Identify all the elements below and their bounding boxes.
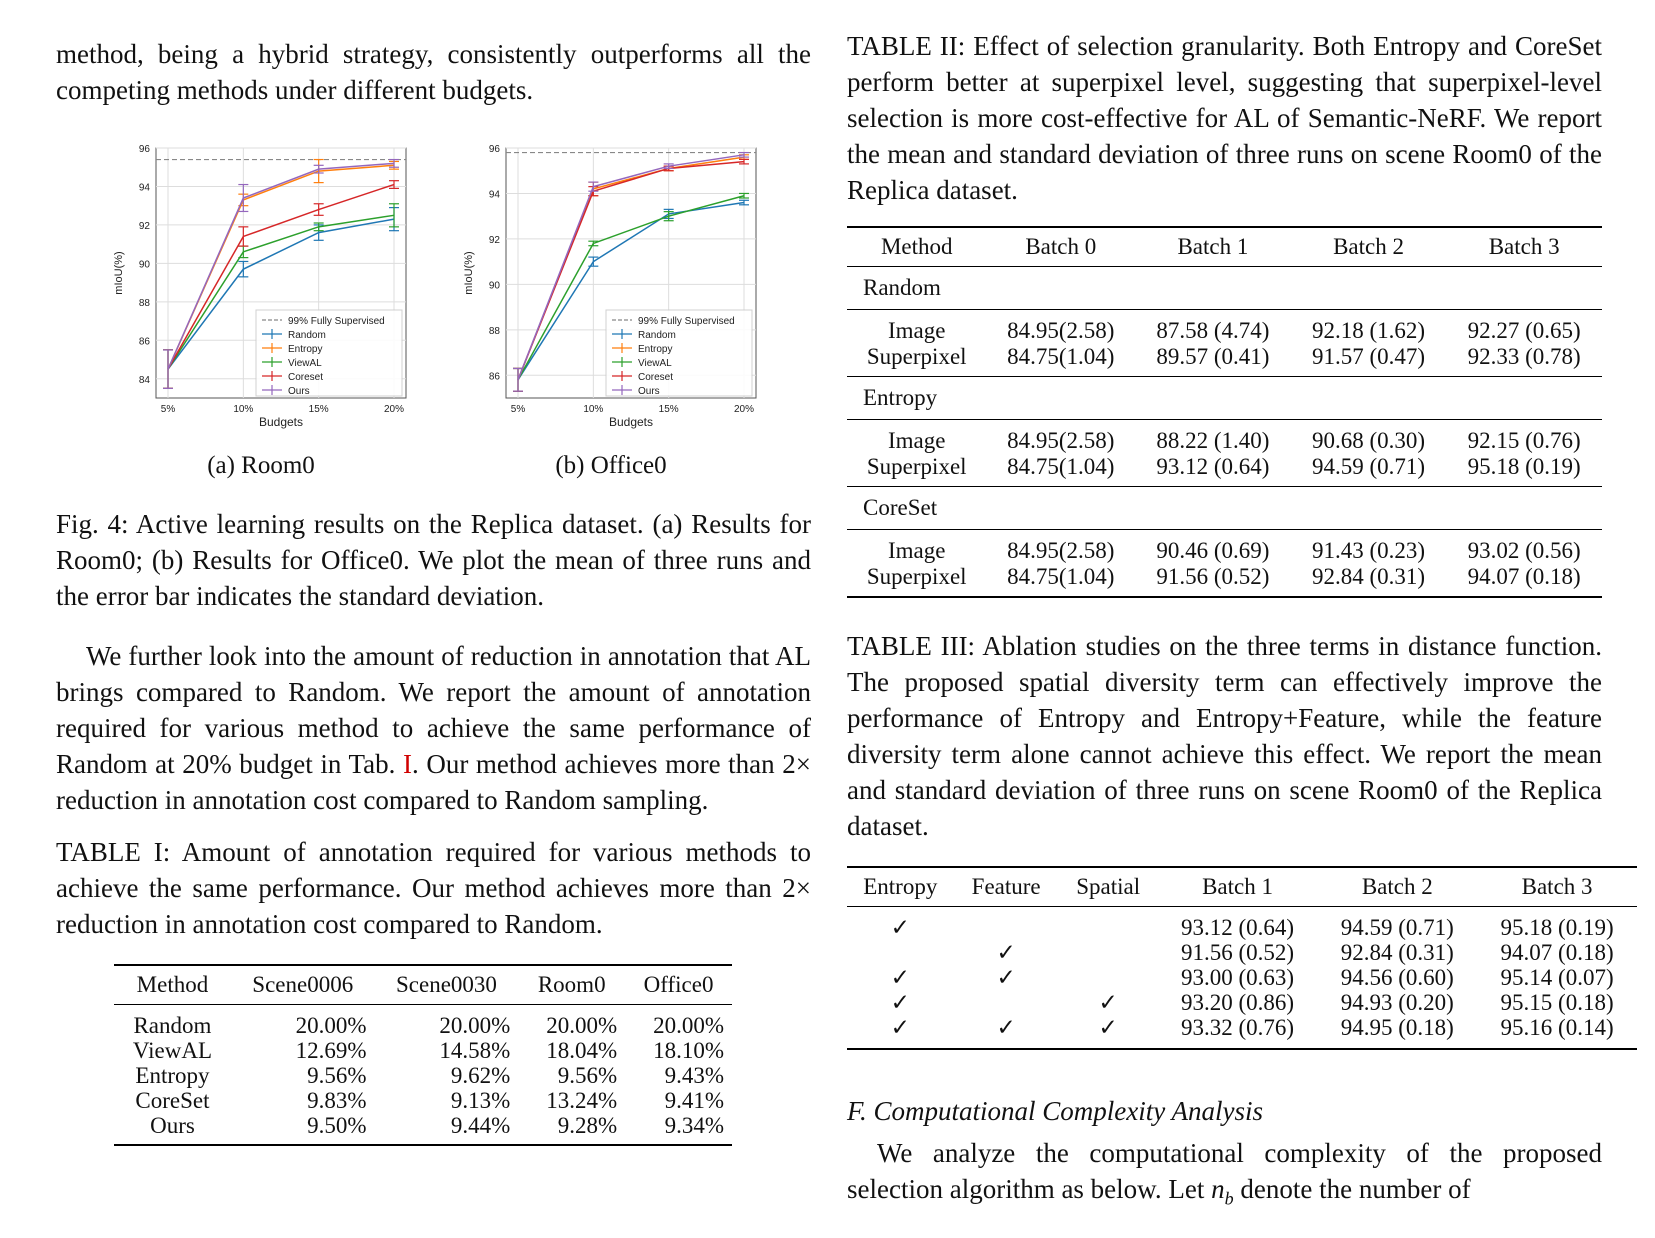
table3-cell: 94.07 (0.18) [1500, 940, 1614, 965]
x-tick-label: 10% [583, 404, 604, 415]
table3-check-cell [1059, 990, 1158, 1015]
checkmark-icon: ✓ [890, 965, 910, 990]
figure-4 [56, 130, 811, 500]
table2-cell: 89.57 (0.41) [1156, 344, 1270, 369]
table3-cell: 94.93 (0.20) [1340, 990, 1454, 1015]
table2-group-label: Entropy [863, 385, 938, 410]
checkmark-icon: ✓ [996, 940, 1016, 965]
checkmark-icon: ✓ [1098, 1015, 1118, 1040]
x-tick-label: 20% [733, 404, 755, 415]
table3-cell: 93.32 (0.76) [1180, 1015, 1295, 1040]
paragraph-intro: method, being a hybrid strategy, consistently outperforms all the competing methods under different budgets. [56, 39, 811, 105]
table3-caption: TABLE III: Ablation studies on the three terms in distance function. The proposed spatial diversity term can effectively improve the performance of Entropy and Entropy+Feature, while the feature diversity term alone cannot achieve this effect. We report the mean and standard deviation of three runs on scene Room0 of the Replica dataset. [847, 631, 1602, 841]
table-group-row [847, 487, 1602, 530]
table3-cell: 95.18 (0.19) [1500, 915, 1614, 940]
table1-cell: 9.56% [557, 1063, 618, 1088]
table2-cell: 92.18 (1.62) [1312, 318, 1426, 343]
table2-cell: 92.33 (0.78) [1467, 344, 1581, 369]
table3-cell: 95.14 (0.07) [1500, 965, 1614, 990]
legend-label: ViewAL [288, 358, 322, 369]
table1-cell: CoreSet [135, 1088, 210, 1113]
figure-4-caption: Fig. 4: Active learning results on the Replica dataset. (a) Results for Room0; (b) Results for Office0. We plot the mean of three runs and the error bar indicates the standard deviation. [56, 509, 811, 611]
section-f-text: We analyze the computational complexity of the proposed selection algorithm as below. Let [847, 1138, 1602, 1204]
legend-label: 99% Fully Supervised [288, 316, 385, 327]
error-bar [588, 257, 598, 266]
table1-cell: 9.83% [307, 1088, 367, 1113]
table-group-row [847, 267, 1602, 310]
table2-caption: TABLE II: Effect of selection granularity. Both Entropy and CoreSet perform better at superpixel level, suggesting that superpixel-level selection is more cost-effective for AL of Semantic-NeRF. We report the mean and standard deviation of three runs on scene Room0 of the Replica dataset. [847, 31, 1602, 205]
table3-check-cell [954, 990, 1059, 1015]
table-row [114, 1005, 732, 1039]
table2-cell: 91.57 (0.47) [1312, 344, 1426, 369]
table3-cell: 94.56 (0.60) [1340, 965, 1454, 990]
table3-cell: 93.12 (0.64) [1180, 915, 1295, 940]
table2-cell: 87.58 (4.74) [1156, 318, 1270, 343]
table1-cell: 14.58% [439, 1038, 511, 1063]
table2-cell: Image [887, 428, 946, 453]
y-tick-label: 90 [138, 259, 150, 271]
table2-cell: 84.95(2.58) [1007, 538, 1115, 563]
table3-header: Feature [971, 874, 1041, 899]
table2-header: Method [880, 234, 953, 259]
paragraph-reduction-text-2: . Our method achieves more than 2× reduction in annotation cost compared to Random sampling. [56, 749, 811, 815]
table1-cell: 18.10% [653, 1038, 724, 1063]
table3-check-cell [847, 1015, 954, 1049]
x-tick-label: 15% [308, 404, 329, 415]
table1-cell: 9.44% [450, 1113, 511, 1138]
y-tick-label: 88 [138, 297, 150, 309]
table-row [114, 1038, 732, 1063]
table3-header: Spatial [1076, 874, 1141, 899]
table3 [847, 866, 1637, 1050]
table3-cell: 94.95 (0.18) [1340, 1015, 1454, 1040]
y-axis-label: mIoU(%) [463, 251, 475, 295]
x-axis-label: Budgets [258, 415, 304, 429]
table3-check-cell [954, 940, 1059, 965]
table1-header: Scene0030 [395, 972, 497, 997]
table2-cell: 94.07 (0.18) [1467, 564, 1581, 589]
y-tick-label: 86 [138, 336, 150, 348]
table1-cell: 12.69% [295, 1038, 367, 1063]
table-group-row [847, 377, 1602, 420]
table-row [847, 420, 1602, 455]
table1-cell: 20.00% [439, 1013, 511, 1038]
table2-cell: 92.27 (0.65) [1467, 318, 1581, 343]
table1-header: Office0 [643, 972, 714, 997]
table-row [847, 530, 1602, 565]
table2-cell: 93.12 (0.64) [1156, 454, 1270, 479]
table-row [114, 1088, 732, 1113]
checkmark-icon: ✓ [890, 915, 910, 940]
x-tick-label: 5% [160, 404, 176, 415]
table2-cell: 90.68 (0.30) [1312, 428, 1426, 453]
legend-label: Coreset [638, 372, 674, 383]
table-row [847, 310, 1602, 345]
y-tick-label: 92 [488, 234, 500, 246]
x-tick-label: 15% [658, 404, 679, 415]
table2-header: Batch 3 [1488, 234, 1560, 259]
table3-check-cell [1059, 907, 1158, 941]
table3-header: Batch 1 [1202, 874, 1273, 899]
table1 [114, 964, 732, 1146]
y-tick-label: 86 [488, 371, 500, 383]
table2-cell: Image [887, 538, 946, 563]
table-row [847, 1015, 1637, 1049]
table-row [847, 907, 1637, 941]
table-row [114, 1113, 732, 1145]
legend-label: Random [288, 330, 326, 341]
table3-cell: 93.20 (0.86) [1180, 990, 1295, 1015]
table1-cell: Ours [150, 1113, 195, 1138]
x-axis-label: Budgets [608, 415, 654, 429]
legend-label: Coreset [288, 372, 324, 383]
table2-cell: 95.18 (0.19) [1467, 454, 1581, 479]
subcaption-office0: (b) Office0 [555, 452, 667, 479]
legend-label: Entropy [638, 344, 673, 355]
table2-cell: 93.02 (0.56) [1467, 538, 1581, 563]
left-column [56, 36, 811, 1146]
section-f-paragraph [847, 1135, 1602, 1216]
table3-check-cell [847, 965, 954, 990]
checkmark-icon: ✓ [1098, 990, 1118, 1015]
y-tick-label: 96 [138, 144, 150, 155]
table-row [847, 564, 1602, 597]
table-row [847, 344, 1602, 377]
table2-cell: 92.15 (0.76) [1467, 428, 1581, 453]
table3-cell: 95.15 (0.18) [1500, 990, 1614, 1015]
legend-label: ViewAL [638, 358, 672, 369]
checkmark-icon: ✓ [890, 990, 910, 1015]
table3-check-cell [847, 940, 954, 965]
table1-cell: Entropy [135, 1063, 210, 1088]
table1-cell: 9.34% [664, 1113, 724, 1138]
paragraph-reduction-text-1: We further look into the amount of reduction in annotation that AL brings compared to Random. We report the amount of annotation required for various method to achieve the same performance of Random at 20% budget in Tab. [56, 641, 811, 779]
table2-cell: 84.95(2.58) [1007, 428, 1115, 453]
table1-cell: 9.28% [557, 1113, 618, 1138]
y-tick-label: 96 [488, 144, 500, 155]
table2-cell: 92.84 (0.31) [1312, 564, 1426, 589]
chart-office0-svg [436, 130, 766, 430]
table3-cell: 91.56 (0.52) [1180, 940, 1295, 965]
table3-check-cell [847, 907, 954, 941]
table-reference-link[interactable]: I [402, 749, 412, 779]
table2-cell: 84.75(1.04) [1007, 454, 1115, 479]
y-tick-label: 94 [138, 182, 150, 194]
table2-group-label: Random [863, 275, 941, 300]
table1-cell: 9.56% [307, 1063, 367, 1088]
table3-cell: 95.16 (0.14) [1500, 1015, 1614, 1040]
y-axis-label: mIoU(%) [113, 251, 125, 295]
error-bar [238, 246, 248, 258]
table3-header: Entropy [863, 874, 938, 899]
chart-room0-svg [86, 130, 416, 430]
table1-cell: 18.04% [546, 1038, 618, 1063]
right-column [847, 28, 1614, 1216]
table-row [847, 454, 1602, 487]
table1-cell: 9.41% [664, 1088, 724, 1113]
table3-check-cell [847, 990, 954, 1015]
table3-check-cell [954, 1015, 1059, 1049]
table2-cell: 91.56 (0.52) [1156, 564, 1270, 589]
table2-cell: 94.59 (0.71) [1312, 454, 1426, 479]
table1-cell: 9.50% [307, 1113, 367, 1138]
table3-header-row [847, 867, 1637, 907]
section-f-text-2: denote the number of [1233, 1174, 1471, 1204]
table2-group-label: CoreSet [863, 495, 938, 520]
error-bar [163, 350, 173, 388]
table2-cell: 91.43 (0.23) [1312, 538, 1426, 563]
table3-header: Batch 2 [1361, 874, 1433, 899]
legend-label: Ours [638, 386, 660, 397]
y-tick-label: 88 [488, 325, 500, 337]
error-bar [314, 204, 324, 216]
table-row [847, 940, 1637, 965]
table2-cell: 84.95(2.58) [1007, 318, 1115, 343]
x-tick-label: 10% [233, 404, 254, 415]
table2-cell: 84.75(1.04) [1007, 344, 1115, 369]
table3-check-cell [954, 965, 1059, 990]
table3-check-cell [1059, 1015, 1158, 1049]
x-tick-label: 5% [510, 404, 526, 415]
checkmark-icon: ✓ [996, 965, 1016, 990]
error-bar [389, 181, 399, 189]
table1-cell: 9.43% [664, 1063, 724, 1088]
table1-caption: TABLE I: Amount of annotation required for various methods to achieve the same performance. Our method achieves more than 2× reduction in annotation cost compared to Random. [56, 837, 811, 939]
table2-cell: Image [887, 318, 946, 343]
paragraph-reduction [56, 638, 811, 818]
table1-cell: 13.24% [546, 1088, 618, 1113]
section-f-variable: n [1211, 1174, 1225, 1204]
table1-cell: 20.00% [653, 1013, 724, 1038]
table2-cell: Superpixel [866, 454, 967, 479]
table3-cell: 92.84 (0.31) [1340, 940, 1454, 965]
table1-header-row [114, 965, 732, 1005]
table-row [847, 965, 1637, 990]
table1-cell: 20.00% [546, 1013, 618, 1038]
checkmark-icon: ✓ [890, 1015, 910, 1040]
table3-cell: 94.59 (0.71) [1340, 915, 1454, 940]
table2-cell: Superpixel [866, 564, 967, 589]
table1-header: Room0 [537, 972, 606, 997]
legend-label: Random [638, 330, 676, 341]
table3-check-cell [1059, 940, 1158, 965]
table3-cell: 93.00 (0.63) [1180, 965, 1295, 990]
table2-cell: 90.46 (0.69) [1156, 538, 1270, 563]
table1-header: Method [136, 972, 209, 997]
table2-header: Batch 1 [1177, 234, 1249, 259]
table2 [847, 226, 1602, 598]
y-tick-label: 84 [138, 374, 150, 386]
checkmark-icon: ✓ [996, 1015, 1016, 1040]
section-f-heading: F. Computational Complexity Analysis [847, 1096, 1263, 1126]
legend-label: Entropy [288, 344, 323, 355]
table1-cell: 20.00% [295, 1013, 367, 1038]
table1-cell: 9.62% [450, 1063, 511, 1088]
section-f-subscript: b [1224, 1188, 1234, 1209]
table2-header: Batch 2 [1333, 234, 1404, 259]
subcaption-room0: (a) Room0 [207, 452, 315, 479]
y-tick-label: 92 [138, 220, 150, 232]
table1-cell: ViewAL [132, 1038, 212, 1063]
table1-cell: 9.13% [450, 1088, 511, 1113]
table3-check-cell [1059, 965, 1158, 990]
table-row [847, 990, 1637, 1015]
table3-header: Batch 3 [1521, 874, 1593, 899]
chart-room0 [86, 130, 416, 435]
y-tick-label: 90 [488, 280, 500, 292]
legend-label: 99% Fully Supervised [638, 316, 735, 327]
chart-office0 [436, 130, 766, 435]
table2-cell: 88.22 (1.40) [1156, 428, 1270, 453]
table2-cell: Superpixel [866, 344, 967, 369]
table3-check-cell [954, 907, 1059, 941]
table1-cell: Random [133, 1013, 212, 1038]
y-tick-label: 94 [488, 189, 500, 201]
x-tick-label: 20% [383, 404, 405, 415]
table-row [114, 1063, 732, 1088]
table2-header-row [847, 227, 1602, 267]
table2-header: Batch 0 [1025, 234, 1097, 259]
table2-cell: 84.75(1.04) [1007, 564, 1115, 589]
table1-header: Scene0006 [252, 972, 354, 997]
legend-label: Ours [288, 386, 310, 397]
